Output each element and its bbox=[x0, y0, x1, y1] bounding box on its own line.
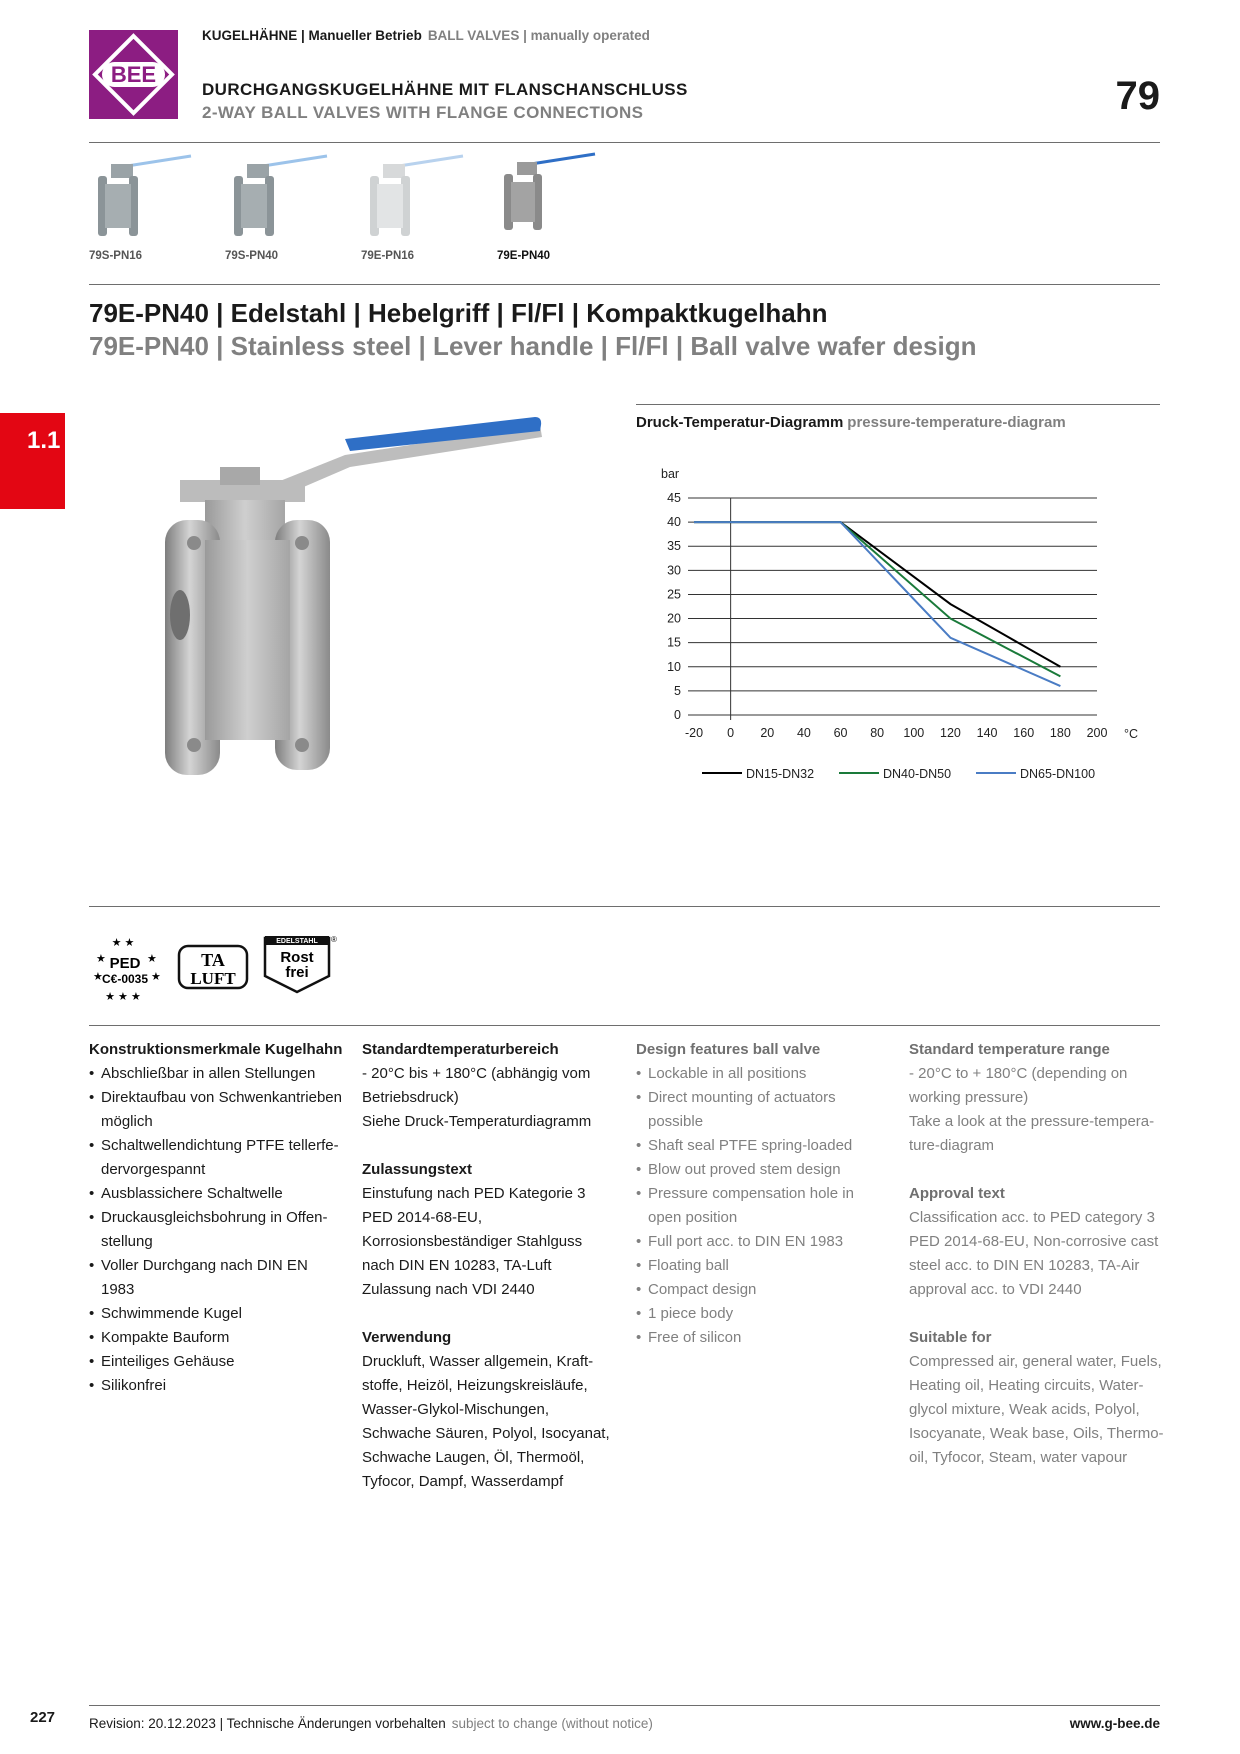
temp-range-en-text2: Take a look at the pressure-tempera-ture-diagram bbox=[909, 1113, 1155, 1154]
approval-de-heading: Zulassungstext bbox=[362, 1161, 473, 1178]
list-item: • Shaft seal PTFE spring-loaded bbox=[636, 1134, 891, 1158]
list-item: • Abschließbar in allen Stellungen bbox=[89, 1062, 344, 1086]
y-tick-label: 0 bbox=[674, 708, 681, 722]
list-item: • Voller Durchgang nach DIN EN 1983 bbox=[89, 1254, 344, 1302]
variant-label: 79E-PN16 bbox=[361, 250, 415, 262]
x-axis-label: °C bbox=[1124, 727, 1139, 741]
design-features-en-list bbox=[636, 1062, 891, 1350]
usage-de-text: Druckluft, Wasser allgemein, Kraft-stoffe, Heizöl, Heizungskreisläufe, Wasser-Glykol-Mischungen, Schwache Säuren, Polyol, Isocyanat, Schwache Laugen, Öl, Thermoöl, Tyfocor, Dampf, Wasserdampf bbox=[362, 1353, 610, 1490]
x-tick-label: 40 bbox=[796, 726, 811, 740]
footer-revision-de: Revision: 20.12.2023 | Technische Änderungen vorbehalten bbox=[89, 1716, 446, 1731]
section-tab bbox=[0, 413, 65, 509]
temperature-approval-en bbox=[909, 1038, 1164, 1470]
list-item: • Floating ball bbox=[636, 1254, 891, 1278]
ta-luft-certificate-icon bbox=[179, 946, 247, 988]
chart-title-en: pressure-temperature-diagram bbox=[847, 414, 1066, 431]
variant-label: 79E-PN40 bbox=[497, 250, 551, 262]
rostfrei-top: EDELSTAHL bbox=[276, 938, 318, 945]
usage-en-text: Compressed air, general water, Fuels, Heating oil, Heating circuits, Water-glycol mixture, Weak acids, Polyol, Isocyanate, Weak base, Oils, Thermo-oil, Tyfocor, Steam, water vapour bbox=[909, 1353, 1164, 1466]
certificates-divider bbox=[89, 1025, 1160, 1026]
footer-divider bbox=[89, 1705, 1160, 1706]
svg-text:★: ★ bbox=[151, 971, 161, 983]
breadcrumb-de: KUGELHÄHNE | Manueller Betrieb bbox=[202, 28, 422, 43]
list-item: • Full port acc. to DIN EN 1983 bbox=[636, 1230, 891, 1254]
design-features-de bbox=[89, 1038, 344, 1398]
svg-text:★: ★ bbox=[93, 971, 103, 983]
x-tick-label: 20 bbox=[760, 726, 775, 740]
x-tick-label: 80 bbox=[870, 726, 885, 740]
rostfrei-certificate-icon bbox=[265, 935, 337, 992]
chart-bottom-divider bbox=[89, 906, 1160, 907]
footer-revision bbox=[89, 1716, 653, 1731]
series-line-dn40-dn50 bbox=[694, 522, 1060, 676]
footer-page-number: 227 bbox=[30, 1709, 56, 1726]
variants-divider bbox=[89, 284, 1160, 285]
approval-en-heading: Approval text bbox=[909, 1185, 1005, 1202]
svg-text:★: ★ bbox=[147, 953, 157, 965]
rostfrei-line2: frei bbox=[285, 964, 309, 981]
list-item: • Direktaufbau von Schwenkantrieben möglich bbox=[89, 1086, 344, 1134]
chart-title bbox=[636, 414, 1066, 431]
temperature-approval-de bbox=[362, 1038, 617, 1494]
usage-de-heading: Verwendung bbox=[362, 1329, 452, 1346]
footer-revision-en: subject to change (without notice) bbox=[451, 1716, 653, 1731]
ped-mark: C€-0035 bbox=[101, 972, 149, 986]
y-tick-label: 35 bbox=[667, 539, 681, 554]
list-item: • Kompakte Bauform bbox=[89, 1326, 344, 1350]
list-item: • Direct mounting of actuators possible bbox=[636, 1086, 891, 1134]
x-tick-label: 120 bbox=[940, 726, 961, 740]
temp-range-de-text2: Siehe Druck-Temperaturdiagramm bbox=[362, 1113, 592, 1130]
x-tick-label: 200 bbox=[1086, 726, 1108, 740]
y-tick-label: 30 bbox=[667, 563, 681, 578]
y-tick-label: 20 bbox=[667, 611, 681, 626]
variant-label: 79S-PN40 bbox=[225, 250, 279, 262]
header-divider bbox=[89, 142, 1160, 143]
series-title-de: DURCHGANGSKUGELHÄHNE MIT FLANSCHANSCHLUSS bbox=[202, 80, 688, 99]
x-tick-label: 60 bbox=[833, 726, 848, 740]
breadcrumb bbox=[202, 28, 650, 43]
svg-text:★ ★: ★ ★ bbox=[111, 937, 135, 949]
variant-79e-pn16[interactable] bbox=[361, 152, 481, 267]
list-item: • Einteiliges Gehäuse bbox=[89, 1350, 344, 1374]
page-number: 79 bbox=[1115, 74, 1160, 118]
variant-79s-pn16[interactable] bbox=[89, 152, 209, 267]
y-tick-label: 45 bbox=[667, 491, 681, 505]
list-item: • Lockable in all positions bbox=[636, 1062, 891, 1086]
bee-logo bbox=[89, 30, 178, 119]
approval-de-text: Einstufung nach PED Kategorie 3 PED 2014-68-EU, Korrosionsbeständiger Stahlguss nach DIN EN 10283, TA-Luft Zulassung nach VDI 2440 bbox=[362, 1185, 586, 1298]
variant-79e-pn40[interactable] bbox=[497, 152, 617, 267]
list-item: • Pressure compensation hole in open position bbox=[636, 1182, 891, 1230]
x-tick-label: 180 bbox=[1049, 726, 1071, 740]
product-title-en: 79E-PN40 | Stainless steel | Lever handle | Fl/Fl | Ball valve wafer design bbox=[89, 331, 977, 361]
svg-text:★ ★ ★: ★ ★ ★ bbox=[105, 991, 141, 1003]
legend-label: DN65-DN100 bbox=[1020, 767, 1096, 781]
series-title-en: 2-WAY BALL VALVES WITH FLANGE CONNECTIONS bbox=[202, 103, 644, 122]
list-item: • Free of silicon bbox=[636, 1326, 891, 1350]
y-tick-label: 25 bbox=[667, 587, 681, 602]
y-axis-label: bar bbox=[661, 467, 680, 481]
y-tick-label: 10 bbox=[667, 659, 681, 674]
rostfrei-line1: Rost bbox=[280, 949, 314, 966]
x-tick-label: 160 bbox=[1013, 726, 1035, 740]
usage-en-heading: Suitable for bbox=[909, 1329, 992, 1346]
section-tab-label: 1.1 bbox=[27, 427, 61, 454]
list-item: • Ausblassichere Schaltwelle bbox=[89, 1182, 344, 1206]
design-features-en bbox=[636, 1038, 891, 1350]
x-tick-label: -20 bbox=[684, 726, 704, 740]
legend-label: DN40-DN50 bbox=[883, 767, 952, 781]
temp-range-de-text: - 20°C bis + 180°C (abhängig vom Betriebsdruck) bbox=[362, 1065, 591, 1106]
y-tick-label: 15 bbox=[667, 635, 681, 650]
x-tick-label: 100 bbox=[903, 726, 925, 740]
y-tick-label: 5 bbox=[674, 683, 681, 698]
pressure-temperature-chart bbox=[636, 455, 1160, 795]
list-item: • Silikonfrei bbox=[89, 1374, 344, 1398]
variant-79s-pn40[interactable] bbox=[225, 152, 345, 267]
svg-text:★: ★ bbox=[96, 953, 106, 965]
legend-label: DN15-DN32 bbox=[746, 767, 815, 781]
list-item: • Druckausgleichsbohrung in Offen-stellung bbox=[89, 1206, 344, 1254]
certificate-logos bbox=[89, 930, 349, 1010]
approval-en-text: Classification acc. to PED category 3 PED 2014-68-EU, Non-corrosive cast steel acc. to DIN EN 10283, TA-Air approval acc. to VDI 2440 bbox=[909, 1209, 1159, 1298]
ta-luft-line2: LUFT bbox=[190, 969, 236, 988]
ta-luft-line1: TA bbox=[201, 950, 225, 970]
list-item: • Blow out proved stem design bbox=[636, 1158, 891, 1182]
x-tick-label: 140 bbox=[976, 726, 998, 740]
y-tick-label: 40 bbox=[667, 515, 681, 530]
footer-website-link[interactable]: www.g-bee.de bbox=[1069, 1716, 1160, 1731]
x-tick-label: 0 bbox=[727, 726, 735, 740]
chart-title-de: Druck-Temperatur-Diagramm bbox=[636, 414, 844, 431]
logo-text: BEE bbox=[110, 62, 157, 87]
design-features-de-list bbox=[89, 1062, 344, 1398]
list-item: • 1 piece body bbox=[636, 1302, 891, 1326]
design-features-de-heading: Konstruktionsmerkmale Kugelhahn bbox=[89, 1041, 343, 1058]
temp-range-en-text: - 20°C to + 180°C (depending on working pressure) bbox=[909, 1065, 1128, 1106]
registered-mark: ® bbox=[331, 935, 337, 944]
product-image bbox=[150, 415, 550, 780]
design-features-en-heading: Design features ball valve bbox=[636, 1041, 821, 1058]
temp-range-de-heading: Standardtemperaturbereich bbox=[362, 1041, 559, 1058]
chart-divider bbox=[636, 404, 1160, 405]
breadcrumb-en: BALL VALVES | manually operated bbox=[427, 28, 650, 43]
ped-certificate-icon bbox=[93, 937, 161, 1003]
product-title-de: 79E-PN40 | Edelstahl | Hebelgriff | Fl/Fl | Kompaktkugelhahn bbox=[89, 298, 828, 328]
variant-label: 79S-PN16 bbox=[89, 250, 143, 262]
list-item: • Schwimmende Kugel bbox=[89, 1302, 344, 1326]
list-item: • Compact design bbox=[636, 1278, 891, 1302]
list-item: • Schaltwellendichtung PTFE tellerfe-dervorgespannt bbox=[89, 1134, 344, 1182]
temp-range-en-heading: Standard temperature range bbox=[909, 1041, 1110, 1058]
ped-label: PED bbox=[109, 955, 141, 972]
